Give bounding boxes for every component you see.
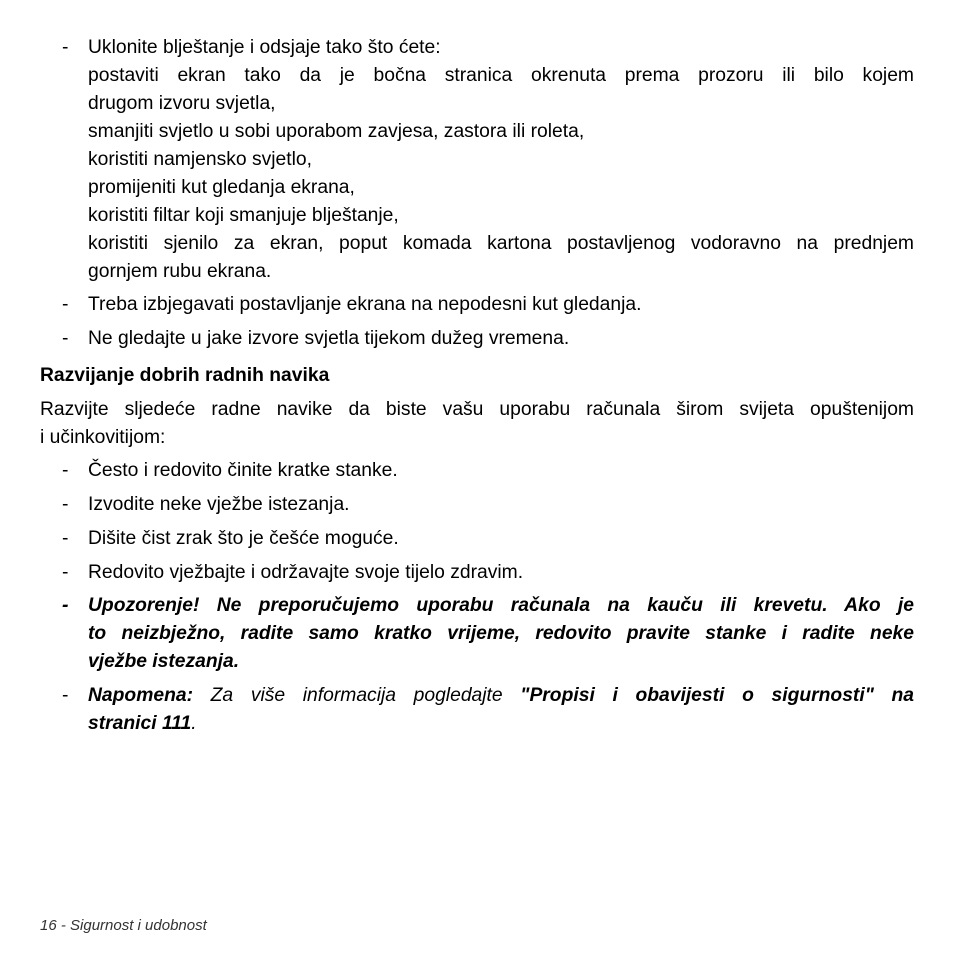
list-marker: - xyxy=(62,528,69,549)
list-item-text: Često i redovito činite kratke stanke. xyxy=(88,460,398,481)
intro-line: Razvijte sljedeće radne navike da biste vašu uporabu računala širom svijeta opuštenijom xyxy=(40,399,914,420)
list-item-lead: Uklonite blještanje i odsjaje tako što ćete: xyxy=(88,37,441,58)
list-item xyxy=(62,325,914,353)
warning-line: Upozorenje! Ne preporučujemo uporabu računala na kauču ili krevetu. Ako je xyxy=(88,595,914,616)
list-item xyxy=(62,559,914,587)
warning-line: to neizbježno, radite samo kratko vrijeme, redovito pravite stanke i radite neke xyxy=(88,623,914,644)
sub-item-line: drugom izvoru svjetla, xyxy=(88,93,276,114)
list-item xyxy=(62,525,914,553)
note-line xyxy=(88,710,914,738)
note-item xyxy=(62,682,914,738)
page-footer: 16 - Sigurnost i udobnost xyxy=(40,917,207,934)
list-marker: - xyxy=(62,562,69,583)
list-item-text: Izvodite neke vježbe istezanja. xyxy=(88,494,350,515)
warning-line: vježbe istezanja. xyxy=(88,651,240,672)
note-reference: "Propisi i obavijesti o sigurnosti" na xyxy=(520,685,914,706)
section-heading: Razvijanje dobrih radnih navika xyxy=(40,365,330,386)
list-marker: - xyxy=(62,37,69,58)
sub-item-line: smanjiti svjetlo u sobi uporabom zavjesa, zastora ili roleta, xyxy=(88,121,585,142)
sub-item-line: koristiti namjensko svjetlo, xyxy=(88,149,312,170)
list-marker: - xyxy=(62,460,69,481)
sub-item-line: promijeniti kut gledanja ekrana, xyxy=(88,177,355,198)
list-item-text: Treba izbjegavati postavljanje ekrana na nepodesni kut gledanja. xyxy=(88,294,642,315)
list-marker: - xyxy=(62,294,69,315)
note-line xyxy=(88,682,914,710)
sub-item-line: koristiti filtar koji smanjuje blještanje, xyxy=(88,205,399,226)
warning-item xyxy=(62,592,914,676)
note-label: Napomena: xyxy=(88,685,193,706)
note-end: . xyxy=(191,713,197,734)
list-item xyxy=(62,491,914,519)
list-item-glare xyxy=(62,34,914,286)
sub-item-line: gornjem rubu ekrana. xyxy=(88,261,272,282)
list-item-text: Redovito vježbajte i održavajte svoje tijelo zdravim. xyxy=(88,562,524,583)
list-marker: - xyxy=(62,494,69,515)
list-marker: - xyxy=(62,328,69,349)
intro-line: i učinkovitijom: xyxy=(40,427,166,448)
list-marker: - xyxy=(62,595,69,616)
sub-item-line: postaviti ekran tako da je bočna stranica okrenuta prema prozoru ili bilo kojem xyxy=(88,65,914,86)
list-item xyxy=(62,457,914,485)
list-marker: - xyxy=(62,685,69,706)
note-text: Za više informacija pogledajte xyxy=(193,685,521,706)
note-reference-page: stranici 111 xyxy=(88,713,192,734)
list-item xyxy=(62,291,914,319)
list-item-text: Dišite čist zrak što je češće moguće. xyxy=(88,528,399,549)
list-item-text: Ne gledajte u jake izvore svjetla tijekom dužeg vremena. xyxy=(88,328,570,349)
sub-item-line: koristiti sjenilo za ekran, poput komada kartona postavljenog vodoravno na prednjem xyxy=(88,233,914,254)
intro-paragraph xyxy=(40,396,914,452)
